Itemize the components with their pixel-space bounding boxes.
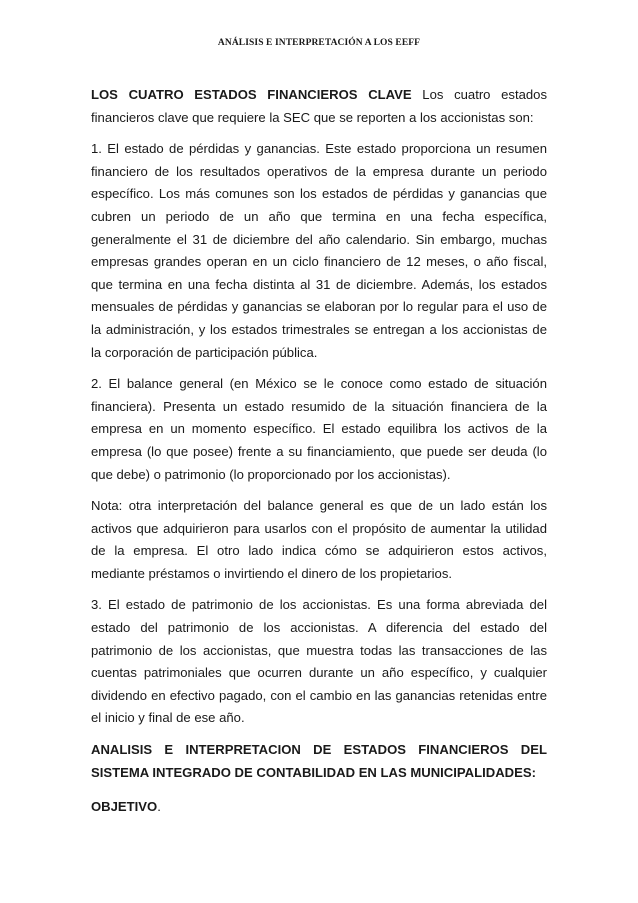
objective-label: OBJETIVO [91,799,158,815]
objective-line [91,796,547,819]
intro-text: Los cuatro estados financieros clave que requiere la SEC que se reporten a los accionistas son: [91,87,548,125]
paragraph-income-statement: 1. El estado de pérdidas y ganancias. Este estado proporciona un resumen financiero de los resultados operativos de la empresa durante un periodo específico. Los más comunes son los estados de pérdidas y ganancias que cubren un periodo de un año que termina en una fecha específica, generalmente el 31 de diciembre del año calendario. Sin embargo, muchas empresas grandes operan en un ciclo financiero de 12 meses, o año fiscal, que termina en una fecha distinta al 31 de diciembre. Además, los estados mensuales de pérdidas y ganancias se elaboran por lo regular para el uso de la administración, y los estados trimestrales se entregan a los accionistas de la corporación de participación pública. [91,141,547,360]
intro-heading: LOS CUATRO ESTADOS FINANCIEROS CLAVE [91,87,412,102]
objective-suffix: . [157,799,161,815]
paragraph-balance-sheet: 2. El balance general (en México se le conoce como estado de situación financiera). Presenta un estado resumido de la situación financiera de la empresa en un momento específico. El estado equilibra los activos de la empresa (lo que posee) frente a su financiamiento, que puede ser deuda (lo que debe) o patrimonio (lo proporcionado por los accionistas). [91,376,547,482]
paragraph-note: Nota: otra interpretación del balance general es que de un lado están los activos que adquirieron para usarlos con el propósito de aumentar la utilidad de la empresa. El otro lado indica cómo se adquirieron estos activos, mediante préstamos o invirtiendo el dinero de los propietarios. [91,498,547,581]
section-heading: ANALISIS E INTERPRETACION DE ESTADOS FINANCIEROS DEL SISTEMA INTEGRADO DE CONTABILIDAD EN LAS MUNICIPALIDADES: [91,742,547,780]
page-header: ANÁLISIS E INTERPRETACIÓN A LOS EEFF [217,38,421,48]
intro-paragraph [91,84,547,129]
paragraph-equity-statement: 3. El estado de patrimonio de los accionistas. Es una forma abreviada del estado del patrimonio de los accionistas. A diferencia del estado del patrimonio de los accionistas, que muestra todas las transacciones de las cuentas patrimoniales que ocurren durante un año específico, y cualquier dividendo en efectivo pagado, con el cambio en las ganancias retenidas entre el inicio y final de ese año. [91,597,547,726]
document-body [91,84,547,828]
